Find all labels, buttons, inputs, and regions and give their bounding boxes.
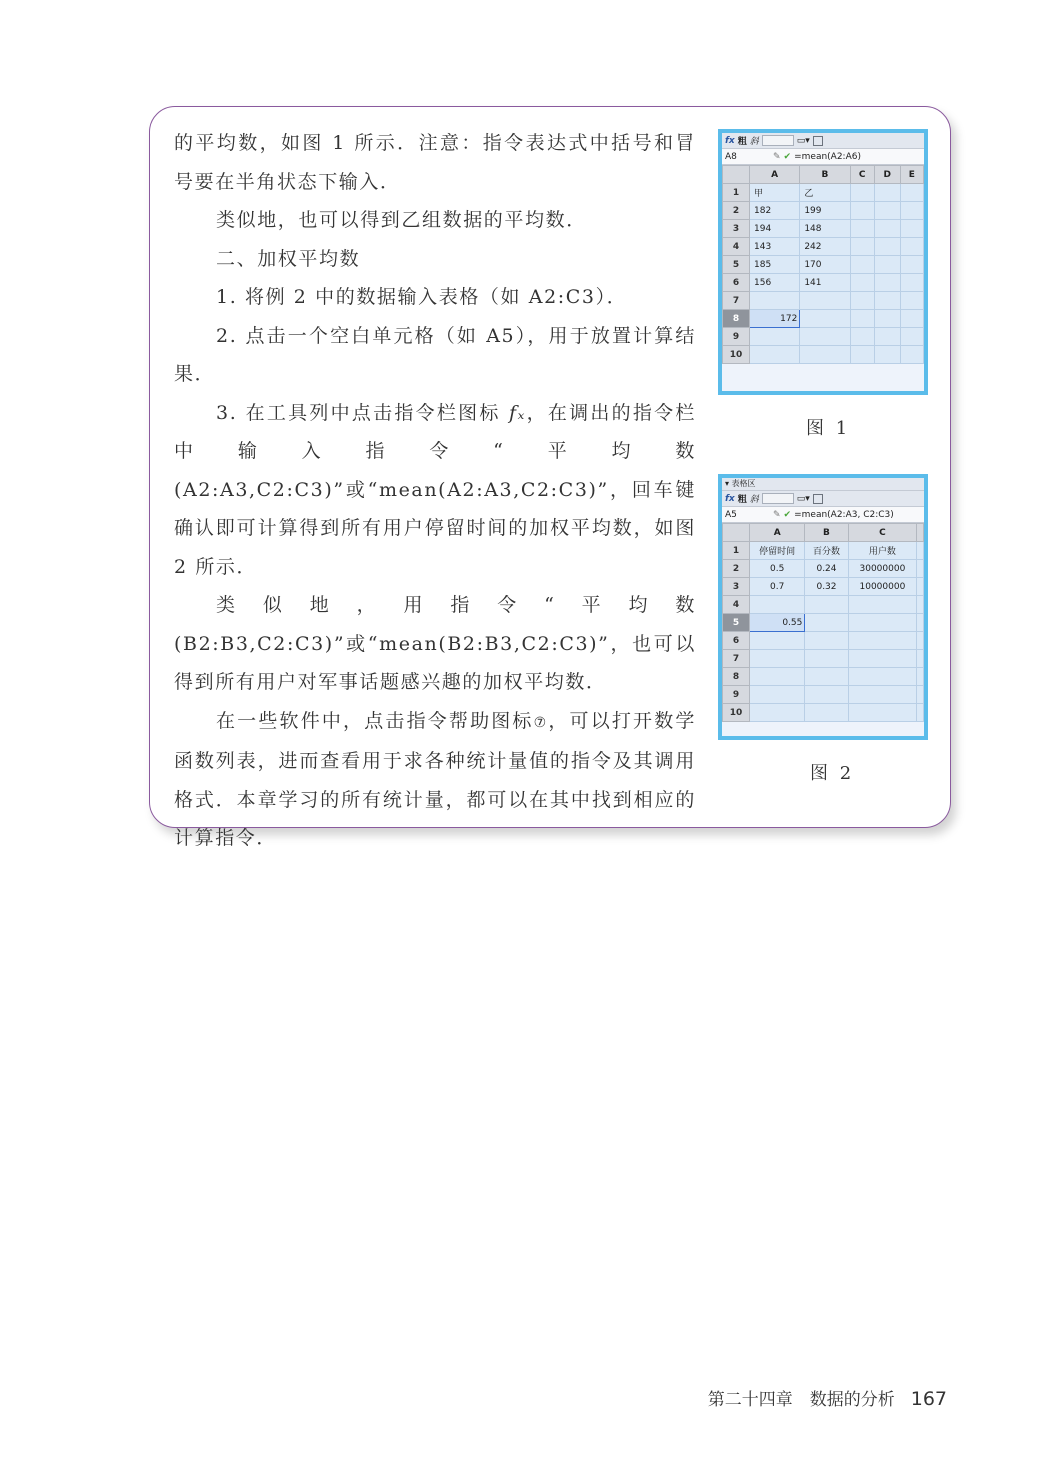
cell[interactable]: 0.5 [750, 560, 805, 578]
table-row [723, 686, 924, 704]
corner-cell [723, 166, 750, 184]
help-start: 在一些软件中，点击指令帮助图标 [216, 709, 534, 732]
row-header[interactable]: 10 [723, 346, 750, 364]
edit-icon[interactable]: ✎ [773, 151, 781, 162]
italic-button[interactable]: 斜 [749, 137, 759, 147]
step-2: 2. 点击一个空白单元格（如 A5），用于放置计算结果． [174, 324, 696, 385]
cell[interactable] [874, 202, 900, 220]
spreadsheet-2 [722, 478, 924, 736]
cell[interactable] [874, 328, 900, 346]
chapter-title: 第二十四章 数据的分析 [707, 1390, 895, 1410]
menu-dropdown[interactable]: ▭▾ [796, 135, 810, 146]
italic-button[interactable]: 斜 [749, 495, 759, 505]
cell[interactable] [874, 274, 900, 292]
row-header[interactable]: 1 [723, 542, 750, 560]
table-row [723, 560, 924, 578]
align-buttons[interactable] [762, 135, 794, 146]
cell[interactable] [850, 238, 874, 256]
section-heading: 二、加权平均数 [216, 247, 361, 270]
help-rest: ，可以打开数学函数列表，进而查看用于求各种统计量值的指令及其调用格式．本章学习的所有统计量，都可以在其中找到相应的计算指令． [174, 709, 696, 849]
formula-input[interactable]: =mean(A2:A3, C2:C3) [794, 509, 894, 520]
cell-ref[interactable]: A5 [725, 509, 737, 520]
cell[interactable]: 148 [800, 220, 850, 238]
cell[interactable]: 用户数 [848, 542, 917, 560]
cell[interactable] [917, 668, 924, 686]
fx-icon: fₓ [508, 401, 526, 424]
row-header[interactable]: 1 [723, 184, 750, 202]
cell[interactable] [874, 310, 900, 328]
table-row [723, 184, 924, 202]
cell[interactable] [850, 274, 874, 292]
bold-button[interactable]: 粗 [737, 137, 747, 147]
cell[interactable] [800, 292, 850, 310]
table-row [723, 596, 924, 614]
step-1: 1. 将例 2 中的数据输入表格（如 A2:C3）． [216, 286, 628, 308]
cell[interactable] [874, 292, 900, 310]
row-header[interactable]: 3 [723, 578, 750, 596]
page-number: 167 [910, 1388, 947, 1410]
cell[interactable] [917, 686, 924, 704]
paragraph-similar: 类似地，用指令“平均数(B2:B3,C2:C3)”或“mean(B2:B3,C2:C3)”，也可以得到所有用户对军事话题感兴趣的加权平均数． [174, 594, 696, 693]
table-row [723, 650, 924, 668]
table-row [723, 310, 924, 328]
col-header-extra[interactable] [917, 524, 924, 542]
cell[interactable]: 百分数 [805, 542, 848, 560]
formula-bar-icon[interactable]: fx [725, 135, 735, 146]
row-header[interactable]: 6 [723, 274, 750, 292]
cell[interactable] [917, 614, 924, 632]
table-row [723, 202, 924, 220]
table-row [723, 292, 924, 310]
cell[interactable] [850, 184, 874, 202]
row-header[interactable]: 9 [723, 328, 750, 346]
table-row [723, 274, 924, 292]
cell[interactable] [900, 292, 923, 310]
row-header[interactable]: 4 [723, 596, 750, 614]
cell[interactable] [917, 650, 924, 668]
cell[interactable]: 143 [750, 238, 800, 256]
step-3-rest: ，在调出的指令栏中输入指令“平均数(A2:A3,C2:C3)”或“mean(A2:A3,C2:C3)”，回车键确认即可计算得到所有用户停留时间的加权平均数，如图 2 所示． [174, 401, 696, 578]
cell[interactable] [848, 668, 917, 686]
cell[interactable] [874, 184, 900, 202]
table-area-title[interactable]: ▾ 表格区 [722, 478, 924, 491]
cell[interactable] [900, 184, 923, 202]
edit-icon[interactable]: ✎ [773, 509, 781, 520]
corner-cell [723, 524, 750, 542]
paragraph-1: 的平均数，如图 1 所示．注意：指令表达式中括号和冒号要在半角状态下输入． [174, 132, 696, 193]
paragraph-help [174, 702, 696, 858]
cell[interactable]: 0.32 [805, 578, 848, 596]
table-row [723, 614, 924, 632]
row-header[interactable]: 4 [723, 238, 750, 256]
formula-input[interactable]: =mean(A2:A6) [794, 151, 861, 162]
cell[interactable] [750, 328, 800, 346]
col-header[interactable]: A [750, 166, 800, 184]
cell[interactable] [750, 292, 800, 310]
cell[interactable] [805, 632, 848, 650]
cell[interactable] [874, 220, 900, 238]
table-row [723, 328, 924, 346]
cell[interactable]: 242 [800, 238, 850, 256]
selected-cell[interactable]: 172 [750, 310, 800, 328]
cell[interactable] [917, 542, 924, 560]
border-dropdown[interactable] [813, 494, 823, 504]
cell[interactable] [900, 274, 923, 292]
cell[interactable]: 199 [800, 202, 850, 220]
cell[interactable] [805, 704, 848, 722]
cell[interactable] [850, 202, 874, 220]
cell[interactable] [917, 578, 924, 596]
col-header[interactable]: A [750, 524, 805, 542]
table-row [723, 346, 924, 364]
cell[interactable]: 10000000 [848, 578, 917, 596]
cell[interactable]: 0.7 [750, 578, 805, 596]
col-header[interactable]: C [848, 524, 917, 542]
cell[interactable] [800, 346, 850, 364]
table-row [723, 578, 924, 596]
cell[interactable] [805, 686, 848, 704]
cell[interactable] [917, 596, 924, 614]
cell[interactable]: 182 [750, 202, 800, 220]
cell[interactable] [848, 650, 917, 668]
cell[interactable] [850, 220, 874, 238]
row-header[interactable]: 2 [723, 560, 750, 578]
cell[interactable]: 乙 [800, 184, 850, 202]
cell[interactable] [750, 650, 805, 668]
table-row [723, 238, 924, 256]
row-header[interactable]: 8 [723, 310, 750, 328]
row-header[interactable]: 7 [723, 292, 750, 310]
cell[interactable] [874, 238, 900, 256]
figure-2-caption: 图 2 [810, 763, 855, 784]
cell[interactable]: 甲 [750, 184, 800, 202]
row-header[interactable]: 5 [723, 256, 750, 274]
cell[interactable] [805, 614, 848, 632]
cell[interactable]: 0.24 [805, 560, 848, 578]
cell[interactable] [750, 704, 805, 722]
cell[interactable]: 30000000 [848, 560, 917, 578]
cell[interactable] [800, 310, 850, 328]
cell[interactable]: 194 [750, 220, 800, 238]
table-row [723, 704, 924, 722]
formula-bar-1 [722, 149, 924, 165]
col-header[interactable]: E [900, 166, 923, 184]
col-header[interactable]: B [800, 166, 850, 184]
spreadsheet-1 [722, 133, 924, 391]
formula-bar-icon[interactable]: fx [725, 493, 735, 504]
cell[interactable] [917, 632, 924, 650]
row-header[interactable]: 3 [723, 220, 750, 238]
cell[interactable] [750, 686, 805, 704]
table-row [723, 256, 924, 274]
align-buttons[interactable] [762, 493, 794, 504]
cell[interactable] [850, 310, 874, 328]
toolbar-2 [722, 491, 924, 507]
figure-2-screenshot [718, 474, 928, 740]
cell[interactable]: 185 [750, 256, 800, 274]
cell[interactable] [805, 650, 848, 668]
cell[interactable] [900, 256, 923, 274]
cell[interactable]: 停留时间 [750, 542, 805, 560]
cell[interactable] [900, 202, 923, 220]
step-3 [174, 394, 696, 587]
cell[interactable] [848, 704, 917, 722]
row-header[interactable]: 10 [723, 704, 750, 722]
cell[interactable] [900, 328, 923, 346]
cell[interactable]: 156 [750, 274, 800, 292]
figure-1-caption: 图 1 [806, 418, 851, 439]
row-header[interactable]: 5 [723, 614, 750, 632]
cell[interactable] [917, 704, 924, 722]
cell[interactable] [800, 328, 850, 346]
cell[interactable]: 170 [800, 256, 850, 274]
figure-1-screenshot [718, 129, 928, 395]
cell[interactable] [848, 614, 917, 632]
help-icon: ⑦ [533, 714, 549, 731]
cell[interactable] [850, 328, 874, 346]
cell[interactable] [900, 310, 923, 328]
cell[interactable] [874, 256, 900, 274]
row-header[interactable]: 6 [723, 632, 750, 650]
cell[interactable] [848, 632, 917, 650]
cell-ref[interactable]: A8 [725, 151, 737, 162]
cell[interactable] [850, 292, 874, 310]
cell[interactable] [900, 220, 923, 238]
row-header[interactable]: 8 [723, 668, 750, 686]
grid-2 [722, 523, 924, 722]
cell[interactable] [900, 346, 923, 364]
col-header[interactable]: C [850, 166, 874, 184]
table-row [723, 220, 924, 238]
col-header[interactable]: B [805, 524, 848, 542]
cell[interactable] [805, 668, 848, 686]
cell[interactable] [848, 596, 917, 614]
toolbar-1 [722, 133, 924, 149]
cell[interactable]: 141 [800, 274, 850, 292]
cell[interactable] [874, 346, 900, 364]
table-row [723, 632, 924, 650]
cell[interactable] [750, 668, 805, 686]
row-header[interactable]: 7 [723, 650, 750, 668]
paragraph-2: 类似地，也可以得到乙组数据的平均数． [216, 209, 587, 231]
row-header[interactable]: 2 [723, 202, 750, 220]
menu-dropdown[interactable]: ▭▾ [796, 493, 810, 504]
step-3-start: 3. 在工具列中点击指令栏图标 [216, 401, 509, 424]
page-footer [708, 1385, 947, 1410]
col-header[interactable]: D [874, 166, 900, 184]
formula-bar-2 [722, 507, 924, 523]
body-text [174, 124, 696, 858]
table-row [723, 668, 924, 686]
cell[interactable] [750, 632, 805, 650]
selected-cell[interactable]: 0.55 [750, 614, 805, 632]
cell[interactable] [850, 346, 874, 364]
cell[interactable] [805, 596, 848, 614]
cell[interactable] [900, 238, 923, 256]
bold-button[interactable]: 粗 [737, 495, 747, 505]
check-icon[interactable]: ✔ [783, 151, 792, 162]
cell[interactable] [850, 256, 874, 274]
cell[interactable] [848, 686, 917, 704]
border-dropdown[interactable] [813, 136, 823, 146]
row-header[interactable]: 9 [723, 686, 750, 704]
check-icon[interactable]: ✔ [783, 509, 792, 520]
cell[interactable] [750, 346, 800, 364]
table-row [723, 542, 924, 560]
cell[interactable] [917, 560, 924, 578]
grid-1 [722, 165, 924, 364]
cell[interactable] [750, 596, 805, 614]
